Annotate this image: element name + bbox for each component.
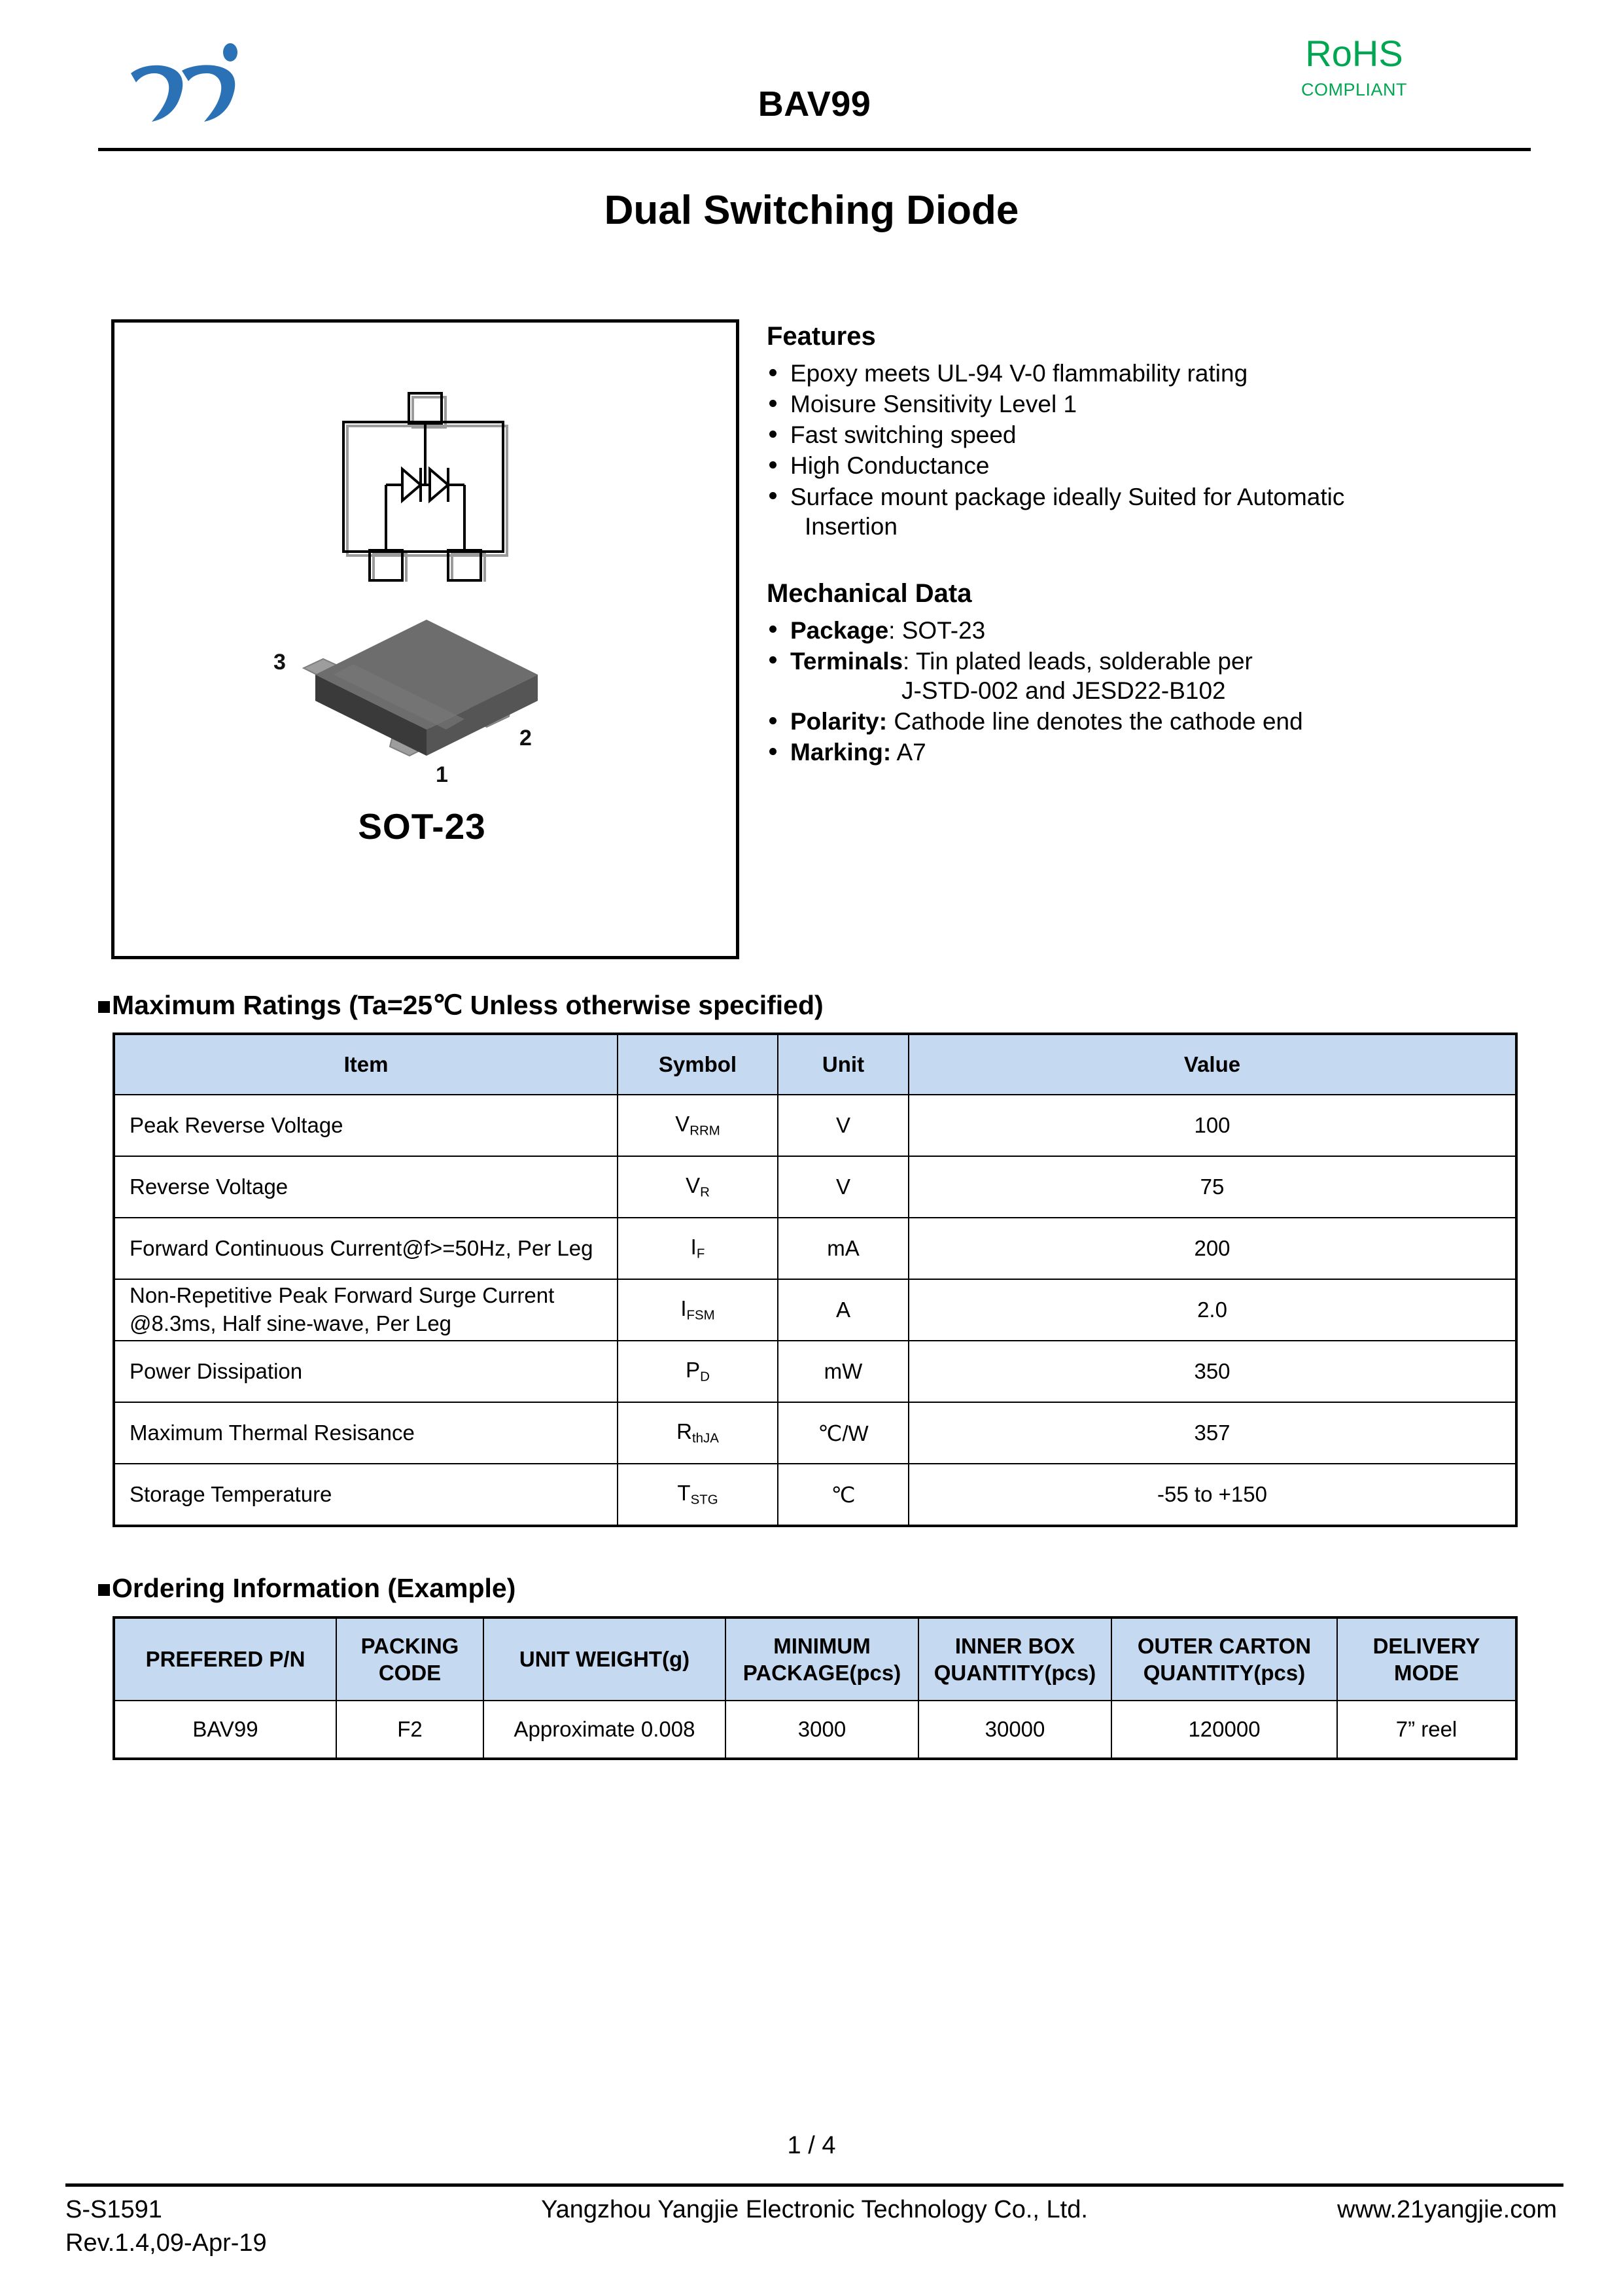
list-item [767, 646, 1539, 705]
mech-value: Cathode line denotes the cathode end [894, 708, 1303, 735]
svg-text:3: 3 [273, 650, 286, 675]
maximum-ratings-heading-text: Maximum Ratings (Ta=25℃ Unless otherwise specified) [112, 990, 824, 1020]
feature-text: Fast switching speed [790, 421, 1017, 449]
table-row [114, 1402, 1516, 1464]
table-cell: 30000 [918, 1701, 1111, 1759]
feature-text: High Conductance [790, 452, 990, 480]
mech-value: Tin plated leads, solderable per [915, 647, 1253, 675]
square-bullet-icon [98, 1001, 110, 1013]
table-header-row [114, 1617, 1516, 1701]
specs-column [767, 319, 1539, 768]
ordering-information-heading-text: Ordering Information (Example) [112, 1573, 516, 1603]
table-row [114, 1464, 1516, 1526]
bullet-icon [769, 748, 777, 755]
cell-value: 2.0 [909, 1279, 1516, 1341]
rohs-label: RoHS [1305, 33, 1403, 74]
column-header: INNER BOX QUANTITY(pcs) [918, 1617, 1111, 1701]
package-illustration-box [111, 319, 739, 959]
cell-unit: mW [778, 1341, 909, 1402]
mechanical-data-list [767, 616, 1539, 768]
bullet-icon [769, 400, 777, 407]
cell-value: -55 to +150 [909, 1464, 1516, 1526]
table-row [114, 1701, 1516, 1759]
cell-symbol: $R_{thJA}$ [618, 1402, 778, 1464]
list-item [767, 616, 1539, 645]
mechanical-data-heading: Mechanical Data [767, 578, 972, 608]
section-spacer [767, 542, 1539, 576]
part-number-title: BAV99 [758, 84, 871, 124]
bullet-icon [769, 492, 777, 499]
bullet-icon [769, 369, 777, 376]
mech-separator: : [903, 647, 916, 675]
cell-item: Storage Temperature [114, 1464, 618, 1526]
cell-unit: A [778, 1279, 909, 1341]
cell-unit: mA [778, 1218, 909, 1279]
list-item [767, 389, 1539, 419]
page-title: Dual Switching Diode [604, 188, 1019, 233]
cell-item: Maximum Thermal Resisance [114, 1402, 618, 1464]
column-header-unit: Unit [778, 1034, 909, 1095]
rohs-compliant-label: COMPLIANT [1300, 80, 1408, 99]
column-header-value: Value [909, 1034, 1516, 1095]
ordering-information-heading [98, 1573, 515, 1604]
column-header: OUTER CARTON QUANTITY(pcs) [1111, 1617, 1337, 1701]
table-row [114, 1279, 1516, 1341]
feature-text: Epoxy meets UL-94 V-0 flammability rating [790, 360, 1248, 387]
table-cell: Approximate 0.008 [483, 1701, 725, 1759]
dual-diode-schematic-icon [285, 385, 566, 585]
table-cell: F2 [336, 1701, 483, 1759]
cell-value: 100 [909, 1095, 1516, 1156]
mech-label: Package [790, 616, 889, 644]
features-list [767, 359, 1539, 541]
cell-symbol: $I_F$ [618, 1218, 778, 1279]
cell-item: Non-Repetitive Peak Forward Surge Current @8.3ms, Half sine-wave, Per Leg [114, 1279, 618, 1341]
svg-text:1: 1 [436, 762, 448, 787]
cell-item: Peak Reverse Voltage [114, 1095, 618, 1156]
table-row [114, 1218, 1516, 1279]
cell-unit: V [778, 1156, 909, 1218]
mech-separator: : [888, 616, 902, 644]
revision-text: Rev.1.4,09-Apr-19 [65, 2229, 267, 2257]
mech-separator [887, 708, 894, 735]
cell-symbol: $P_D$ [618, 1341, 778, 1402]
maximum-ratings-heading [98, 989, 824, 1021]
cell-symbol: $V_{RRM}$ [618, 1095, 778, 1156]
cell-value: 357 [909, 1402, 1516, 1464]
table-header-row [114, 1034, 1516, 1095]
bullet-icon [769, 431, 777, 438]
cell-item: Reverse Voltage [114, 1156, 618, 1218]
page-number: 1 / 4 [787, 2132, 836, 2159]
cell-value: 350 [909, 1341, 1516, 1402]
ordering-information-table [113, 1616, 1518, 1760]
column-header-item: Item [114, 1034, 618, 1095]
cell-symbol: $T_{STG}$ [618, 1464, 778, 1526]
doc-code-text: S-S1591 [65, 2196, 162, 2223]
mech-value: SOT-23 [901, 616, 986, 644]
page-header [98, 26, 1531, 141]
package-type-label: SOT-23 [358, 806, 486, 847]
mech-label: Terminals [790, 647, 903, 675]
cell-unit: V [778, 1095, 909, 1156]
table-cell: BAV99 [114, 1701, 336, 1759]
list-item [767, 482, 1539, 541]
column-header: MINIMUM PACKAGE(pcs) [725, 1617, 918, 1701]
table-cell: 3000 [725, 1701, 918, 1759]
company-name: Yangzhou Yangjie Electronic Technology Co., Ltd. [541, 2196, 1088, 2223]
list-item [767, 451, 1539, 480]
feature-text-continuation: Insertion [805, 512, 898, 540]
column-header: PACKING CODE [336, 1617, 483, 1701]
square-bullet-icon [98, 1584, 110, 1596]
mech-label: Polarity: [790, 708, 888, 735]
feature-text: Moisure Sensitivity Level 1 [790, 391, 1077, 418]
mech-label: Marking: [790, 739, 892, 766]
list-item [767, 359, 1539, 388]
rohs-badge [1217, 35, 1492, 100]
bullet-icon [769, 717, 777, 724]
cell-value: 75 [909, 1156, 1516, 1218]
column-header: UNIT WEIGHT(g) [483, 1617, 725, 1701]
table-row [114, 1341, 1516, 1402]
company-website[interactable]: www.21yangjie.com [1337, 2196, 1557, 2223]
list-item [767, 420, 1539, 450]
cell-symbol: $V_R$ [618, 1156, 778, 1218]
cell-item: Forward Continuous Current@f>=50Hz, Per Leg [114, 1218, 618, 1279]
column-header-symbol: Symbol [618, 1034, 778, 1095]
feature-text: Surface mount package ideally Suited for Automatic [790, 483, 1345, 510]
table-row [114, 1156, 1516, 1218]
sot23-package-3d-icon [255, 591, 595, 810]
list-item [767, 707, 1539, 736]
header-divider [98, 148, 1531, 151]
footer-divider [65, 2183, 1563, 2187]
mech-value: A7 [896, 739, 926, 766]
svg-text:2: 2 [519, 726, 532, 751]
table-cell: 7” reel [1337, 1701, 1516, 1759]
bullet-icon [769, 461, 777, 468]
column-header: DELIVERY MODE [1337, 1617, 1516, 1701]
list-item [767, 737, 1539, 767]
table-row [114, 1095, 1516, 1156]
mech-value-continuation: J-STD-002 and JESD22-B102 [901, 677, 1226, 704]
cell-item: Power Dissipation [114, 1341, 618, 1402]
cell-symbol: $I_{FSM}$ [618, 1279, 778, 1341]
cell-unit: ℃ [778, 1464, 909, 1526]
column-header: PREFERED P/N [114, 1617, 336, 1701]
table-cell: 120000 [1111, 1701, 1337, 1759]
cell-unit: ℃/W [778, 1402, 909, 1464]
cell-value: 200 [909, 1218, 1516, 1279]
bullet-icon [769, 626, 777, 633]
page-footer [65, 2193, 1563, 2285]
features-heading: Features [767, 322, 876, 351]
maximum-ratings-table [113, 1033, 1518, 1527]
bullet-icon [769, 656, 777, 663]
